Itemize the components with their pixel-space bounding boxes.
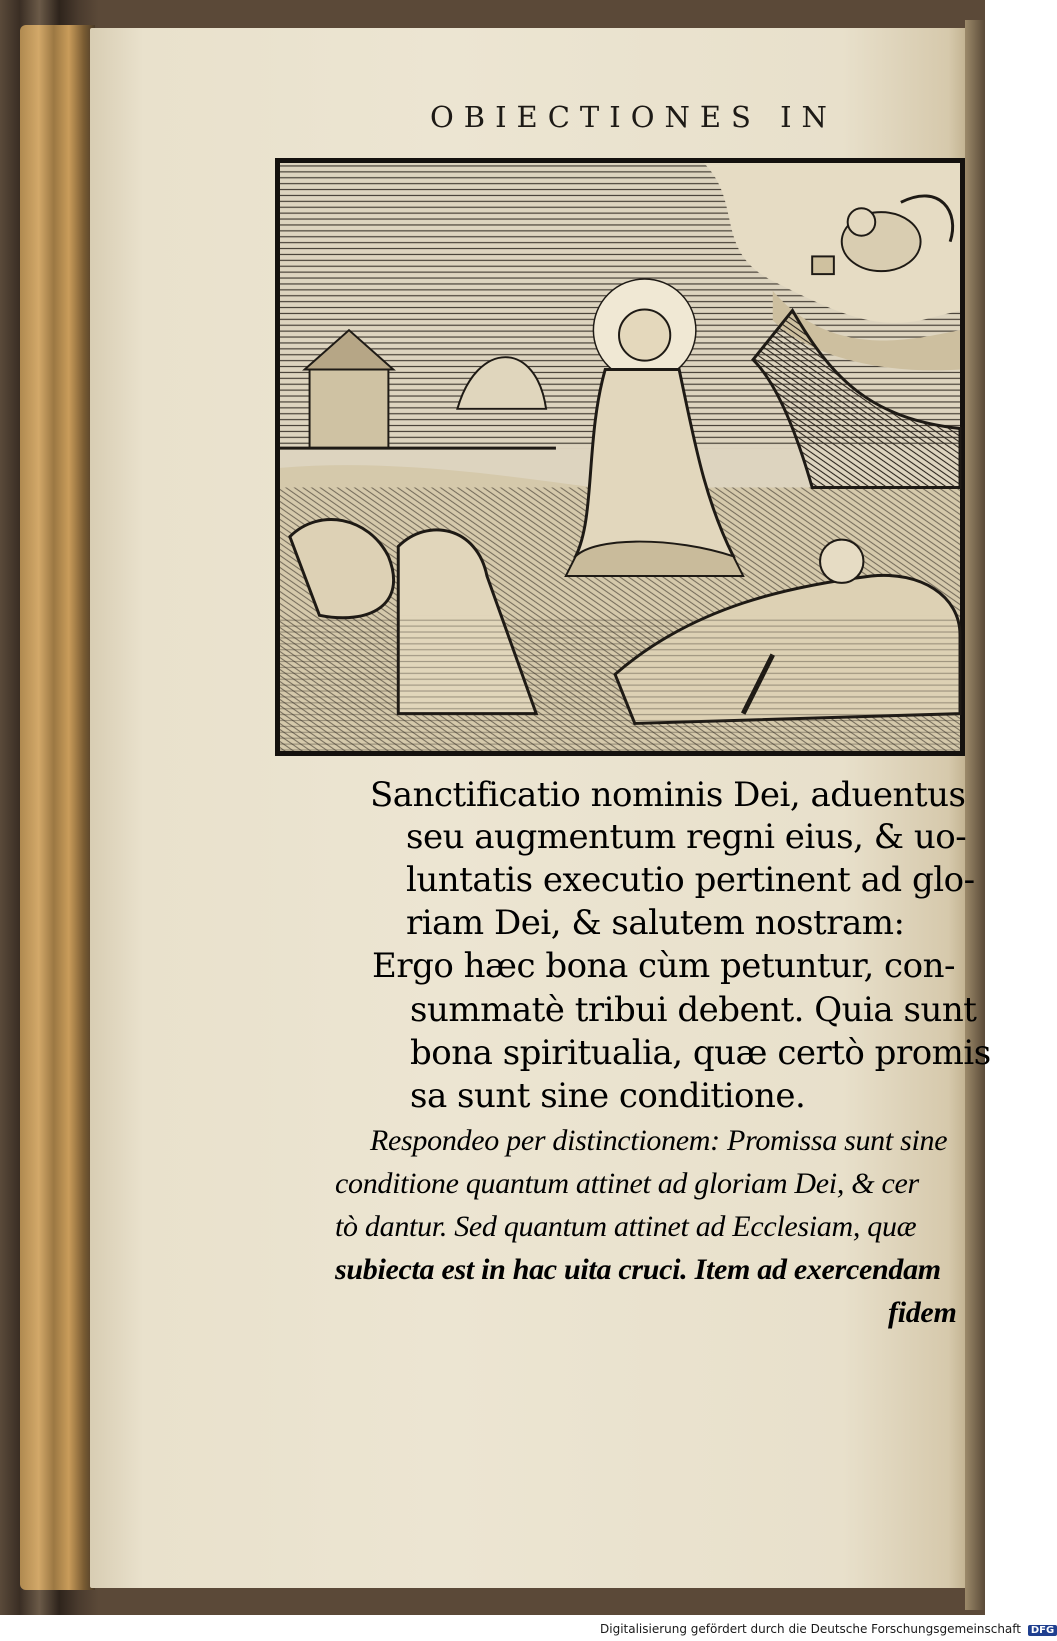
text-line-5: Ergo hæc bona cùm petuntur, con-: [372, 946, 955, 986]
woodcut-agony-in-garden-icon: [280, 163, 960, 751]
text-line-8: sa sunt sine conditione.: [410, 1076, 806, 1116]
italic-line-3: tò dantur. Sed quantum attinet ad Ecclesiam, quæ: [335, 1210, 917, 1243]
italic-line-5: fidem: [888, 1296, 957, 1329]
text-line-2: seu augmentum regni eius, & uo-: [406, 817, 967, 857]
footer-credit-text: Digitalisierung gefördert durch die Deutsche Forschungsgemeinschaft: [600, 1622, 1022, 1636]
dfg-logo-icon: DFG: [1028, 1625, 1057, 1636]
text-line-4: riam Dei, & salutem nostram:: [406, 903, 905, 943]
text-line-3: luntatis executio pertinent ad glo-: [406, 860, 975, 900]
running-header: OBIECTIONES IN: [430, 100, 837, 134]
book-spine-edge: [20, 25, 95, 1590]
italic-line-2: conditione quantum attinet ad gloriam Dei, & cer: [335, 1167, 919, 1200]
right-page-edge: [965, 20, 985, 1610]
woodcut-illustration: [275, 158, 965, 756]
text-line-6: summatè tribui debent. Quia sunt: [410, 990, 977, 1030]
text-line-1: Sanctificatio nominis Dei, aduentus: [370, 775, 966, 815]
text-line-7: bona spiritualia, quæ certò promis: [410, 1033, 991, 1073]
italic-line-4: subiecta est in hac uita cruci. Item ad exercendam: [335, 1253, 941, 1286]
italic-line-1: Respondeo per distinctionem: Promissa sunt sine: [370, 1124, 948, 1157]
footer-credit: [600, 1622, 1055, 1636]
